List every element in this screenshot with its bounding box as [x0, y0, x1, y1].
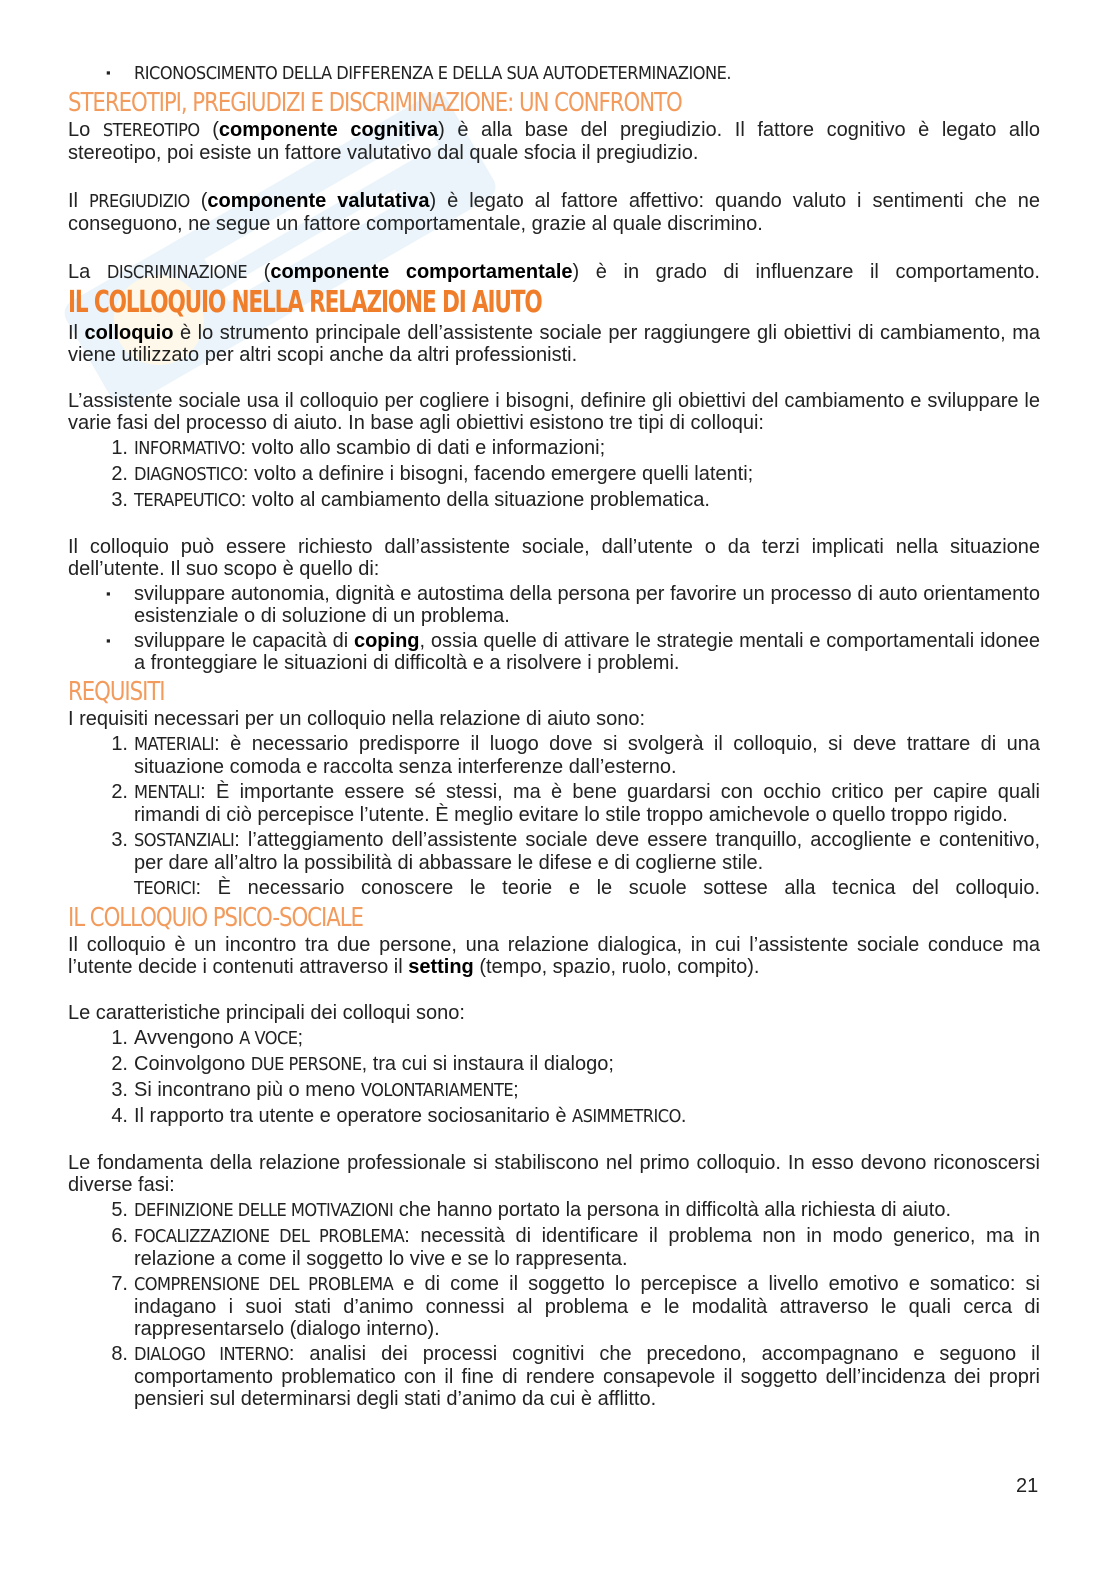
- list-item: 8. DIALOGO INTERNO: analisi dei processi cognitivi che precedono, accompagnano e seguono il comportamento problematico con il fine di rendere consapevole il soggetto dell’incidenza dei propri pensieri sul determinarsi degli stati d’animo da cui è afflitto.: [111, 1343, 1040, 1410]
- scope-list: [68, 583, 1040, 674]
- list-item: 1. Avvengono A VOCE;: [111, 1027, 304, 1049]
- list-item: 3. TERAPEUTICO: volto al cambiamento della situazione problematica.: [111, 489, 710, 511]
- phases-list: [68, 1199, 1040, 1410]
- paragraph: L’assistente sociale usa il colloquio per cogliere i bisogni, definire gli obiettivi del cambiamento e sviluppare le varie fasi del processo di aiuto. In base agli obiettivi esistono tre tipi di colloqui:: [68, 390, 1040, 434]
- document-page: [68, 62, 1040, 1410]
- list-item: 2. DIAGNOSTICO: volto a definire i bisogni, facendo emergere quelli latenti;: [111, 463, 754, 485]
- list-item: 5. DEFINIZIONE DELLE MOTIVAZIONI che hanno portato la persona in difficoltà alla richiesta di aiuto.: [111, 1199, 952, 1221]
- list-item-text: RICONOSCIMENTO DELLA DIFFERENZA E DELLA SUA AUTODETERMINAZIONE.: [134, 63, 732, 84]
- paragraph: Le fondamenta della relazione professionale si stabiliscono nel primo colloquio. In esso devono riconoscersi diverse fasi:: [68, 1152, 1040, 1196]
- paragraph: La DISCRIMINAZIONE (componente comportamentale) è in grado di influenzare il comportamento.: [68, 261, 1040, 283]
- paragraph: Lo STEREOTIPO (componente cognitiva) è alla base del pregiudizio. Il fattore cognitivo è legato allo stereotipo, poi esiste un fattore valutativo dal quale sfocia il pregiudizio.: [68, 119, 1041, 164]
- list-item: 2. MENTALI: È importante essere sé stessi, ma è bene guardarsi con occhio critico per capire quali rimandi di ciò percepisce l’utente. È meglio evitare lo stile troppo amichevole o quello troppo rigido.: [111, 781, 1040, 826]
- requirements-list: [68, 733, 1040, 900]
- paragraph: Il colloquio può essere richiesto dall’assistente sociale, dall’utente o da terzi implicati nella situazione dell’utente. Il suo scopo è quello di:: [68, 536, 1040, 580]
- list-item: 1. INFORMATIVO: volto allo scambio di dati e informazioni;: [111, 437, 606, 459]
- types-list: [68, 437, 1040, 512]
- section-heading: IL COLLOQUIO PSICO-SOCIALE: [68, 903, 363, 933]
- list-item: 3. Si incontrano più o meno VOLONTARIAMENTE;: [111, 1079, 519, 1101]
- bullet-marker: ▪: [106, 65, 111, 80]
- list-item: [68, 62, 1040, 85]
- list-item: 6. FOCALIZZAZIONE DEL PROBLEMA: necessità di identificare il problema non in modo generico, ma in relazione a come il soggetto lo vive e se lo rappresenta.: [111, 1225, 1040, 1270]
- section-heading: STEREOTIPI, PREGIUDIZI E DISCRIMINAZIONE: UN CONFRONTO: [68, 88, 682, 118]
- list-item: ▪ sviluppare le capacità di coping, ossia quelle di attivare le strategie mentali e comportamentali idonee a fronteggiare le situazioni di difficoltà e a risolvere i problemi.: [106, 630, 1040, 674]
- paragraph: Il PREGIUDIZIO (componente valutativa) è legato al fattore affettivo: quando valuto i sentimenti che ne conseguono, ne segue un fattore comportamentale, grazie al quale discrimino.: [68, 190, 1041, 235]
- characteristics-list: [68, 1027, 1040, 1128]
- paragraph: Le caratteristiche principali dei colloqui sono:: [68, 1002, 465, 1024]
- paragraph: Il colloquio è un incontro tra due persone, una relazione dialogica, in cui l’assistente sociale conduce ma l’utente decide i contenuti attraverso il setting (tempo, spazio, ruolo, compito).: [68, 934, 1040, 978]
- list-item: 2. Coinvolgono DUE PERSONE, tra cui si instaura il dialogo;: [111, 1053, 614, 1075]
- paragraph: Il colloquio è lo strumento principale dell’assistente sociale per raggiungere gli obiettivi di cambiamento, ma viene utilizzato per altri scopi anche da altri professionisti.: [68, 322, 1040, 366]
- page-number: 21: [1016, 1475, 1039, 1497]
- section-heading: REQUISITI: [68, 677, 165, 707]
- list-item: 1. MATERIALI: è necessario predisporre il luogo dove si svolgerà il colloquio, si deve trattare di una situazione comoda e raccolta senza interferenze dall’esterno.: [111, 733, 1040, 778]
- list-item: 3. SOSTANZIALI: l’atteggiamento dell’assistente sociale deve essere tranquillo, accogliente e contenitivo, per dare all’altro la possibilità di abbassare le difese e di coglierne stile.: [111, 829, 1040, 874]
- list-item: 4. Il rapporto tra utente e operatore sociosanitario è ASIMMETRICO.: [111, 1105, 687, 1127]
- paragraph: I requisiti necessari per un colloquio nella relazione di aiuto sono:: [68, 708, 646, 730]
- chapter-heading: IL COLLOQUIO NELLA RELAZIONE DI AIUTO: [68, 285, 542, 320]
- list-item: TEORICI: È necessario conoscere le teorie e le scuole sottese alla tecnica del colloquio.: [134, 877, 1040, 899]
- list-item: ▪ sviluppare autonomia, dignità e autostima della persona per favorire un processo di auto orientamento esistenziale o di soluzione di un problema.: [106, 583, 1040, 627]
- list-item: 7. COMPRENSIONE DEL PROBLEMA e di come il soggetto lo percepisce a livello emotivo e somatico: si indagano i suoi stati d’animo connessi al problema e le modalità attraverso le quali cerca di rappresentarselo (dialogo interno).: [111, 1273, 1040, 1340]
